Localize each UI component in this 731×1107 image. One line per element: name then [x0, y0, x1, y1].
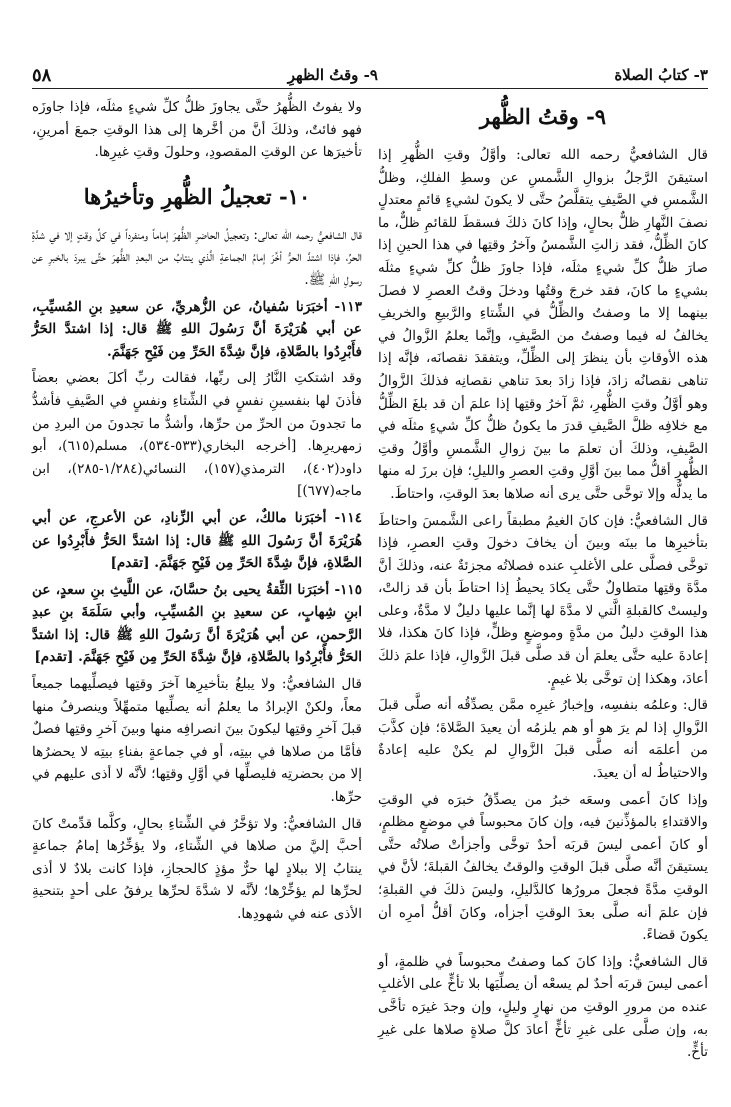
hadith-113: ١١٣- أخبَرَنا سُفيانُ، عن الزُّهريِّ، عن سعيدِ بنِ المُسيِّبِ، عن أبي هُرَيْرَةَ أنَّ رَسُولَ اللهِ ﷺ قال: إذا اشتدَّ الحَرُّ فأَبْرِدُوا بالصَّلاةِ، فإنَّ شِدَّةَ الحَرِّ مِن فَيْحِ جَهَنَّمَ. — [32, 298, 362, 360]
running-header — [32, 62, 708, 88]
section-title-9: ٩- وقتُ الظُّهر — [479, 104, 607, 129]
paragraph: وإذا كانَ أعمى وسعَه خبرُ من يصدِّقُ خبرَه في الوقتِ والاقتداءِ بالمؤذِّنينَ فيه، وإن كانَ محبوساً في موضعٍ مظلمٍ، أو كانَ أعمى ليسَ قربَه أحدٌ توخَّى وأجزأتْ صلاتُه حتَّى يستيقنَ أنَّه صلَّى قبلَ الوقتِ والوقتُ يخالفُ القبلةَ؛ لأنَّ في الوقتِ مدَّةً فجعلَ مرورُها كالدَّليلِ، وليسَ ذلكَ في القبلةِ؛ فإن علمَ أنه صلَّى بعدَ الوقتِ أجزأه، وكانَ أقلُّ أمرِه أن يكونَ قضاءً. — [378, 791, 708, 944]
header-rule — [32, 88, 708, 89]
header-book-title: ٣- كتابُ الصلاة — [614, 66, 708, 84]
hadith-text: وقد اشتكتِ النَّارُ إلى ربِّها، فقالت ربِّ أكلَ بعضي بعضاً فأذنَ لها بنفسينِ نفسٍ في الشِّتاءِ ونفسٍ في الصَّيفِ فأشدُّ ما تجدونَ من الحرِّ من حرِّها، وأشدُّ ما تجدونَ من البردِ من زمهريرِها. [أخرجه البخاري(٥٣٣-٥٣٤)، مسلم(٦١٥)، أبو داود(٤٠٢)، الترمذي(١٥٧)، النسائي(١/٢٨٤-٢٨٥)، ابن ماجه(٦٧٧)] — [32, 370, 363, 500]
page-number: ٥٨ — [32, 64, 52, 86]
section-title-10: ١٠- تعجيلُ الظُّهرِ وتأخيرُها — [83, 183, 311, 209]
paragraph: قال الشافعيُّ رحمه الله تعالى: وأوَّلُ وقتِ الظُّهرِ إذا استيقنَ الرَّجلُ بزوالِ الشَّمسِ عن وسطِ الفلكِ، وظلُّ الشَّمسِ في الصَّيفِ يتقلَّصُ حتَّى لا يكونَ لشيءٍ قائمٍ معتدلٍ نصفَ النَّهارِ ظلٌّ بحالٍ، وإذا كانَ ذلكَ فسقطَ للقائمِ ظلٌّ، ما كانَ الظِّلُّ، فقد زالتِ الشَّمسُ وآخرُ وقتِها في هذا الحينِ إذا صارَ ظلُّ كلِّ شيءٍ مثلَه، فإذا جاوزَ ظلُّ كلِّ شيءٍ مثلَه بشيءٍ ما كانَ، فقد خرجَ وقتُها ودخلَ وقتُ العصرِ لا فصلَ بينهما إلا ما وصفتُ والظِّلُّ في الشِّتاءِ والرَّبيعِ والخريفِ يخالفُ له فيما وصفتُ من الصَّيفِ، وإنَّما يعلمُ الزَّوالُ في هذه الأوقاتِ بأن ينظرَ إلى الظِّلِّ، ويتفقدَ نقصانَه، فإنَّه إذا تناهى نقصانُه زادَ، فإذا زادَ بعدَ تناهي نقصانِه فذلكَ الزَّوالُ وهو أوَّلُ وقتِ الظُّهرِ، ثمَّ آخرُ وقتِها إذا علمَ أن قد بلغَ الظِّلُّ مع خلافِه ظلَّ الصَّيفِ قدرَ ما يكونُ ظلُّ كلِّ شيءٍ مثلَه في الصَّيفِ، وذلكَ أن تعلمَ ما بينَ زوالِ الشَّمسِ وأوَّلُ وقتِ الظُّهرِ أقلُّ مما بينَ أوَّلِ وقتِ العصرِ والليلِ؛ فإن برزَ له منها ما يدلُّه وإلا توخَّى حتَّى يرى أنه صلاها بعدَ الوقتِ، واحتاطَ. — [378, 147, 708, 502]
paragraph: قال: وعلمُه بنفسِه، وإخبارُ غيرِه ممَّن يصدِّقُه أنه صلَّى قبلَ الزَّوالِ إذا لم يرَ هو أو هم يلزمُه أن يعيدَ الصَّلاةَ؛ فإن كذَّبَ من أعلمَه أنه صلَّى قبلَ الزَّوالِ لم يكنْ عليه إعادةٌ والاحتياطُ له أن يعيدَ. — [378, 697, 708, 782]
paragraph: قال الشافعيُّ: فإن كانَ الغيمُ مطبقاً راعى الشَّمسَ واحتاطَ بتأخيرِها ما بينَه وبينَ أن يخافَ دخولَ وقتِ العصرِ، فإذا توخَّى فصلَّى على الأغلبِ عنده فصلاتُه مجزئةٌ عنه، وذلكَ أنَّ مدَّةَ وقتِها متطاولٌ حتَّى يكادَ يحيطُ إذا احتاطَ بأن قد زالتْ، وليستْ كالقبلةِ الَّتي لا مدَّةَ لها إنَّما عليها دليلٌ لا مدَّةٌ، وعلى هذا الوقتِ دليلٌ من مدَّةٍ وموضعٍ وظلٍّ، فإذا كانَ هكذا، فلا إعادةَ عليه حتَّى يعلمَ أن قد صلَّى قبلَ الزَّوالِ، فإذا علمَ ذلكَ أعادَ، وهكذا إن توخَّى بلا غيمٍ. — [378, 512, 708, 687]
right-column — [378, 96, 708, 1068]
paragraph: قال الشافعيُّ: ولا تؤخَّرُ في الشِّتاءِ بحالٍ، وكلَّما قدِّمتْ كانَ أحبَّ إليَّ من صلاها في الشِّتاءِ، ولا يؤخِّرُها إمامُ جماعةٍ ينتابُ إلا ببلادٍ لها حرٌّ مؤذٍ كالحجازِ، فإذا كانت بلادٌ لا أذى لحرِّها لم يؤخِّرْها؛ لأنَّه لا شدَّةَ لحرِّها يرفقُ على أحدٍ بتنحيةِ الأذى عنه في شهودِها. — [32, 815, 362, 922]
paragraph: قال الشافعيُّ رحمه الله تعالى: وتعجيلُ الحاضرِ الظُّهرَ إماماً ومنفرداً في كلِّ وقتٍ إلا في شدَّةِ الحرِّ، فإذا اشتدَّ الحرُّ أخَّرَ إمامُ الجماعةِ الَّذي ينتابُ من البعدِ الظُّهرَ حتَّى يبردَ بالخبرِ عن رسولِ اللهِ ﷺ. — [32, 226, 362, 288]
paragraph: قال الشافعيُّ: ولا يبلغُ بتأخيرِها آخرَ وقتِها فيصلِّيهما جميعاً معاً، ولكنْ الإبرادُ ما يعلمُ أنه يصلِّيها متمهِّلاً وينصرفُ منها قبلَ آخرِ وقتِها ليكونَ بينَ انصرافِه منها وبينَ آخرِ وقتِها فصلٌ فأمَّا من صلاها في بيتِه، أو في جماعةٍ بفناءِ بيتِه لا يحضرُها إلا من بحضرتِه فليصلِّها في أوَّلِ وقتِها؛ لأنَّه لا أذى عليهم في حرِّها. — [32, 676, 362, 806]
hadith-114: ١١٤- أخبَرَنا مالكٌ، عن أبي الزِّنادِ، عن الأعرجِ، عن أبي هُرَيْرَةَ أنَّ رَسُولَ اللهِ ﷺ قال: إذا اشتدَّ الحَرُّ فأَبْرِدُوا عن الصَّلاةِ، فإنَّ شِدَّةَ الحَرِّ مِن فَيْحِ جَهَنَّمَ. [تقدم] — [32, 509, 362, 572]
left-column — [32, 96, 362, 930]
paragraph: قال الشافعيُّ: وإذا كانَ كما وصفتُ محبوساً في ظلمةٍ، أو أعمى ليسَ قربَه أحدٌ لم يسعْه أن يصلِّيَها بلا تأخٍّ على الأغلبِ عنده من مرورِ الوقتِ من نهارٍ وليلٍ، وإن وجدَ غيرَه تأخَّى به، وإن صلَّى على غيرِ تأخٍّ أعادَ كلَّ صلاةٍ صلاها على غيرِ تأخٍّ. — [378, 953, 708, 1061]
header-chapter-title: ٩- وقتُ الظهرِ — [287, 66, 378, 84]
intro-paragraph: ولا يفوتُ الظُّهرُ حتَّى يجاوزَ ظلُّ كلِّ شيءٍ مثلَه، فإذا جاوزَه فهو فائتٌ، وذلكَ أنَّ من أخَّرها إلى هذا الوقتِ جمعَ أمرينِ، تأخيرَها عن الوقتِ المقصودِ، وحلولَ وقتِ غيرِها. — [32, 99, 362, 161]
hadith-115: ١١٥- أخبَرَنا الثِّقةُ يحيى بنُ حسَّانَ، عن اللَّيثِ بنِ سعدٍ، عن ابنِ شِهابٍ، عن سعيدِ بنِ المُسيِّبِ، وأبي سَلَمَةَ بنِ عبدِ الرَّحمنِ، عن أبي هُرَيْرَةَ أنَّ رَسُولَ اللهِ ﷺ قال: إذا اشتدَّ الحَرُّ فأَبْرِدُوا بالصَّلاةِ، فإنَّ شِدَّةَ الحَرِّ مِن فَيْحِ جَهَنَّمَ. [تقدم] — [32, 581, 362, 666]
